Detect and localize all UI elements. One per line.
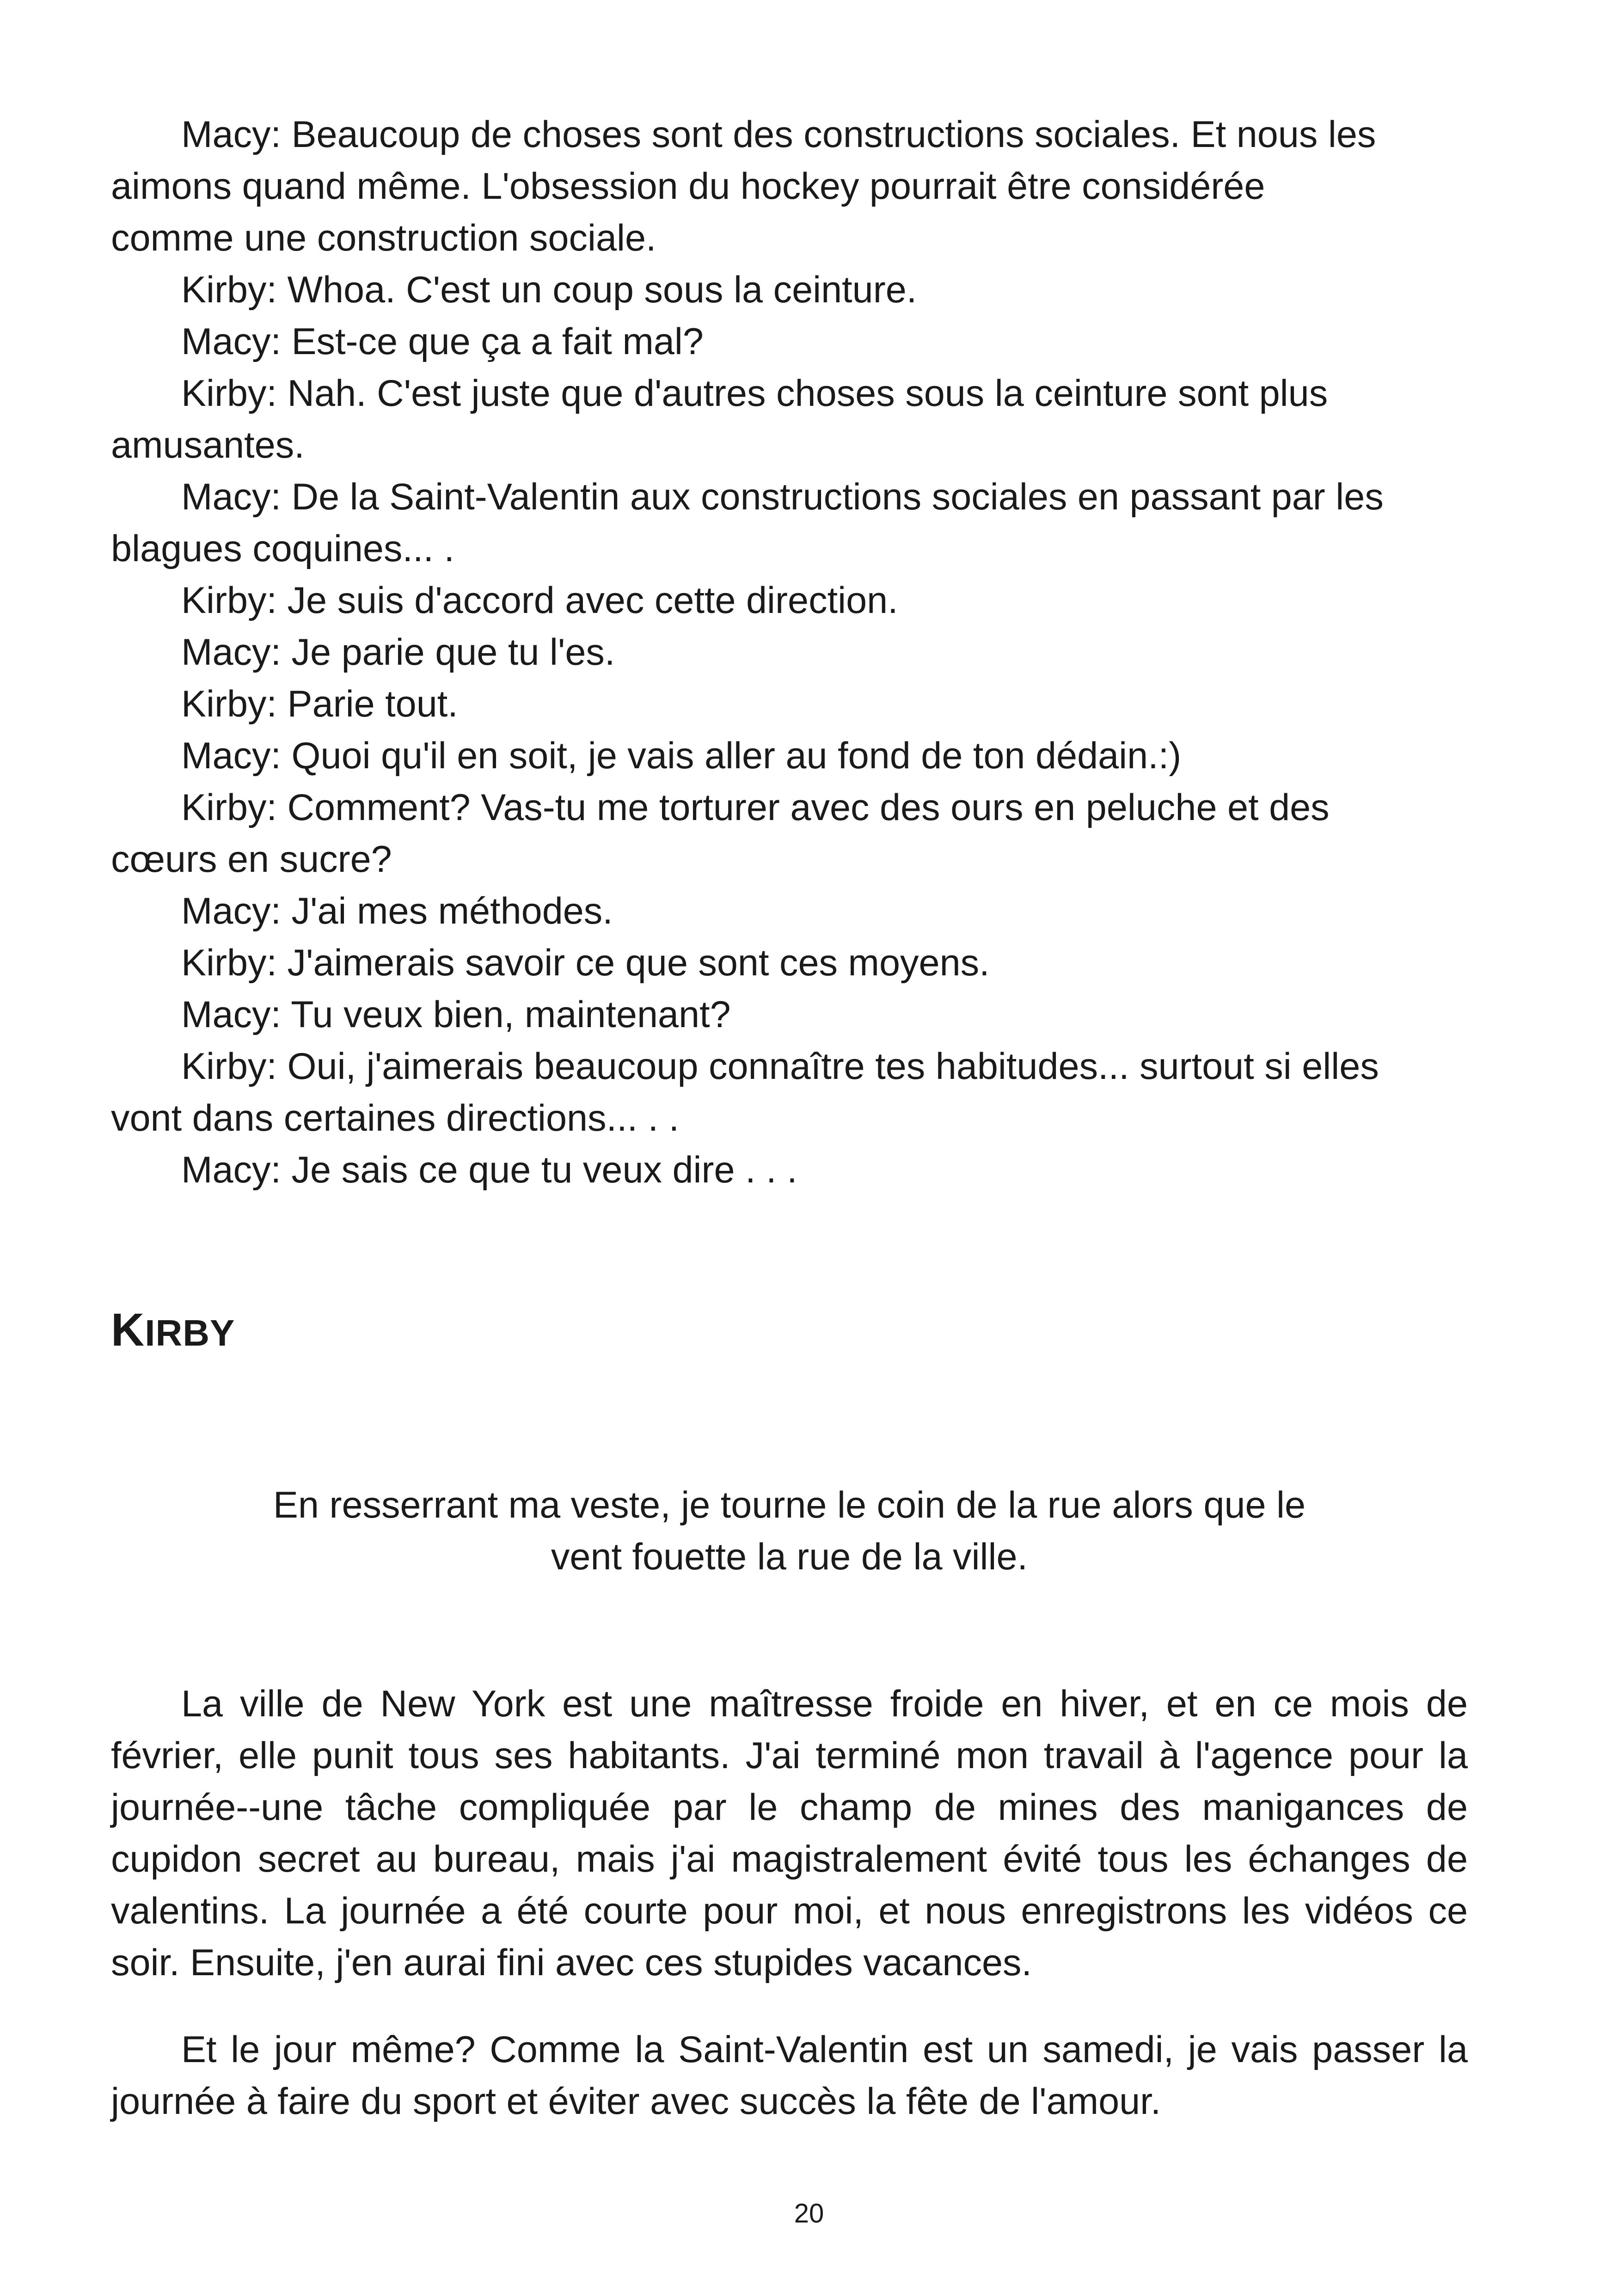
centered-epigraph bbox=[111, 1479, 1468, 1583]
dialog-line: Kirby: Whoa. C'est un coup sous la ceinture. bbox=[181, 269, 917, 311]
dialog-line: amusantes. bbox=[111, 424, 305, 466]
dialog-line: vont dans certaines directions... . . bbox=[111, 1097, 680, 1139]
body-paragraph: Et le jour même? Comme la Saint-Valentin est un samedi, je vais passer la journée à faire du sport et éviter avec succès la fête de l'amour. bbox=[111, 2029, 1468, 2122]
dialog-line: Kirby: Parie tout. bbox=[181, 683, 458, 725]
dialog-line: aimons quand même. L'obsession du hockey pourrait être considérée bbox=[111, 165, 1265, 207]
dialog-line: Macy: De la Saint-Valentin aux constructions sociales en passant par les bbox=[181, 476, 1384, 518]
dialog-line: Macy: Je sais ce que tu veux dire . . . bbox=[181, 1149, 797, 1191]
dialog-line: blagues coquines... . bbox=[111, 528, 455, 569]
dialog-line: cœurs en sucre? bbox=[111, 839, 392, 880]
dialog-line: comme une construction sociale. bbox=[111, 217, 656, 259]
body-paragraph: La ville de New York est une maîtresse froide en hiver, et en ce mois de février, elle punit tous ses habitants. J'ai terminé mon travail à l'agence pour la journée--une tâche compliquée par le champ de mines des manigances de cupidon secret au bureau, mais j'ai magistralement évité tous les échanges de valentins. La journée a été courte pour moi, et nous enregistrons les vidéos ce soir. Ensuite, j'en aurai fini avec ces stupides vacances. bbox=[111, 1683, 1468, 1984]
dialog-line: Kirby: Nah. C'est juste que d'autres choses sous la ceinture sont plus bbox=[181, 373, 1328, 414]
centered-line: vent fouette la rue de la ville. bbox=[551, 1536, 1028, 1578]
heading-initial: K bbox=[111, 1304, 145, 1356]
heading-rest: IRBY bbox=[145, 1312, 235, 1353]
dialog-line: Macy: J'ai mes méthodes. bbox=[181, 890, 613, 932]
dialog-line: Macy: Quoi qu'il en soit, je vais aller au fond de ton dédain.:) bbox=[181, 735, 1182, 777]
dialog-line: Macy: Est-ce que ça a fait mal? bbox=[181, 321, 704, 362]
dialog-line: Kirby: Oui, j'aimerais beaucoup connaître tes habitudes... surtout si elles bbox=[181, 1046, 1379, 1087]
page-number: 20 bbox=[794, 2198, 824, 2229]
dialog-line: Macy: Je parie que tu l'es. bbox=[181, 631, 615, 673]
dialog-line: Kirby: Je suis d'accord avec cette direction. bbox=[181, 580, 898, 621]
centered-line: En resserrant ma veste, je tourne le coin de la rue alors que le bbox=[273, 1484, 1306, 1526]
dialog-line: Macy: Tu veux bien, maintenant? bbox=[181, 994, 731, 1035]
dialog-line: Kirby: Comment? Vas-tu me torturer avec des ours en peluche et des bbox=[181, 787, 1330, 828]
dialog-block bbox=[111, 109, 1468, 1196]
chapter-heading bbox=[111, 1304, 235, 1357]
dialog-line: Kirby: J'aimerais savoir ce que sont ces moyens. bbox=[181, 942, 990, 984]
body-text bbox=[111, 1678, 1468, 2162]
dialog-line: Macy: Beaucoup de choses sont des constructions sociales. Et nous les bbox=[181, 114, 1376, 155]
